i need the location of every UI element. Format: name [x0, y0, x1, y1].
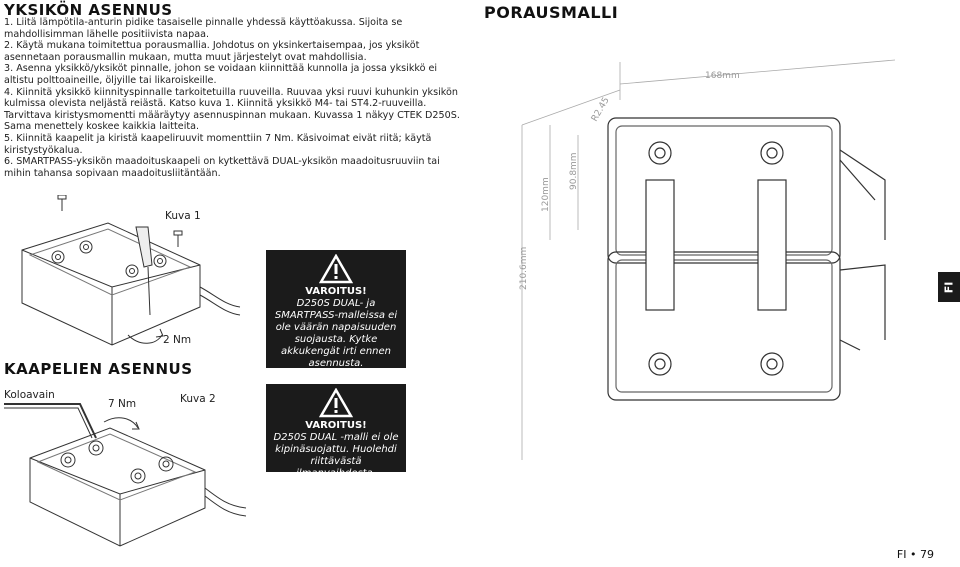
warning-text-2: D250S DUAL -malli ei ole kipinäsuojattu. Huolehdi riittävästä ilmanvaihdosta.: [273, 432, 399, 479]
koloavain-label: Koloavain: [4, 389, 55, 401]
warning-box-spark: [266, 384, 406, 479]
warning-box-polarity: [266, 250, 406, 368]
step-1: 1. Liitä lämpötila-anturin pidike tasaiselle pinnalle yhdessä käyttöakussa. Sijoita se mahdollisimman lähelle positiivista napaa.: [4, 17, 403, 40]
footer-lang: FI: [896, 548, 907, 561]
figure-2-drawing: [0, 398, 250, 548]
step-2: 2. Käytä mukana toimitettua porausmallia. Johdotus on yksinkertaisempaa, jos yksiköt asennetaan porausmallin mukaan, mutta muut järjestelyt ovat mahdollisia.: [4, 40, 420, 63]
dim-120: 120mm: [541, 177, 551, 212]
step-4: 4. Kiinnitä yksikkö kiinnityspinnalle tarkoitetuilla ruuveilla. Ruuvaa yksi ruuvi kuhunkin yksikön kulmissa olevista neljästä reiästä. Katso kuva 1. Kiinnitä yksikkö M4- tai ST4.2-ruuveilla. Tarvittava kiristysmomentti määräytyy asennuspinnan mukaan. Kuvassa 1 näkyy CTEK D250S. Sama menettely koskee kaikkia laitteita.: [4, 86, 460, 133]
dim-908: 90.8mm: [569, 152, 579, 190]
installation-steps: [4, 17, 466, 179]
warning-text-1: D250S DUAL- ja SMARTPASS-malleissa ei ole väärän napaisuuden suojausta. Kytke akkukengät irti ennen asennusta.: [274, 298, 398, 369]
drilling-template-drawing: [500, 40, 900, 470]
page-footer: [897, 548, 934, 561]
heading-yksikon-asennus: YKSIKÖN ASENNUS: [4, 1, 173, 19]
bullet-icon: •: [910, 548, 920, 561]
language-tab: FI: [938, 272, 960, 302]
warning-title-2: VAROITUS!: [305, 420, 367, 431]
warning-title-1: VAROITUS!: [305, 286, 367, 297]
figure-2-torque: 7 Nm: [108, 398, 137, 410]
heading-porausmalli: PORAUSMALLI: [484, 3, 619, 22]
warning-triangle-icon: [319, 254, 353, 284]
figure-1-torque: 2 Nm: [163, 334, 192, 346]
step-3: 3. Asenna yksikkö/yksiköt pinnalle, johon se voidaan kiinnittää kunnolla ja jossa yksikkö ei altistu polttoaineille, öljyille tai likaroiskeille.: [4, 63, 438, 86]
dim-168: 168mm: [705, 71, 740, 81]
page-number: 79: [920, 548, 934, 561]
dim-2106: 210.6mm: [519, 246, 529, 290]
figure-1-drawing: [0, 195, 245, 355]
step-5: 5. Kiinnitä kaapelit ja kiristä kaapeliruuvit momenttiin 7 Nm. Käsivoimat eivät riitä; käytä kiristystyökalua.: [4, 132, 432, 156]
figure-1-label: Kuva 1: [165, 210, 201, 222]
step-6: 6. SMARTPASS-yksikön maadoituskaapeli on kytkettävä DUAL-yksikön maadoitusruuviin tai mihin tahansa sopivaan maadoitusliitäntään.: [4, 156, 440, 179]
figure-2-label: Kuva 2: [180, 393, 216, 405]
heading-kaapelien-asennus: KAAPELIEN ASENNUS: [4, 360, 193, 378]
dim-r245: R2.45: [589, 95, 612, 124]
warning-triangle-icon: [319, 388, 353, 418]
